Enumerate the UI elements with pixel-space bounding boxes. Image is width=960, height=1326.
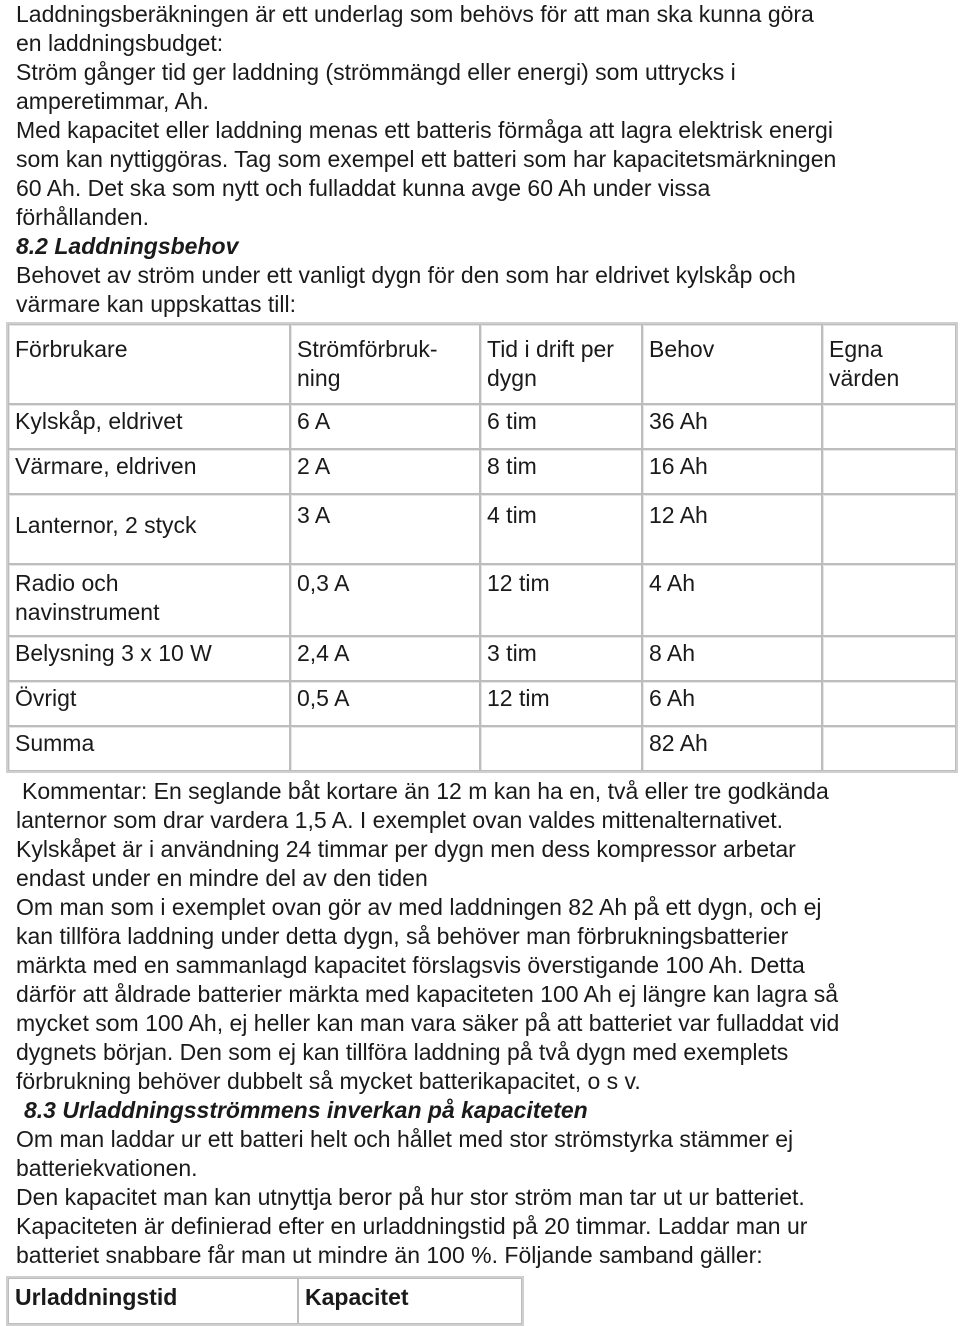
table-cell-empty — [822, 404, 956, 449]
discharge-table — [6, 1276, 524, 1326]
section-heading-8-2: 8.2 Laddningsbehov — [16, 233, 239, 259]
text-line: Kylskåpet är i användning 24 timmar per dygn men dess kompressor arbetar — [16, 836, 796, 862]
text-line: 60 Ah. Det ska som nytt och fulladdat kunna avge 60 Ah under vissa — [16, 175, 711, 201]
table-cell: Summa — [8, 726, 290, 771]
table-cell: 3 A — [290, 494, 480, 564]
cell-text: Radio och — [15, 570, 119, 596]
table-cell: 6 tim — [480, 404, 642, 449]
table-cell: 2,4 A — [290, 636, 480, 681]
table-cell-empty — [822, 636, 956, 681]
after-paragraph-2 — [16, 893, 946, 1096]
header-label: Förbrukare — [15, 336, 128, 362]
table-cell — [8, 564, 290, 636]
table-cell-empty — [822, 449, 956, 494]
table-cell-empty — [822, 681, 956, 726]
section-8-3-paragraph-1 — [16, 1125, 946, 1183]
cell-text: Lanternor — [15, 512, 113, 538]
header-cell — [822, 324, 956, 404]
text-line: Med kapacitet eller laddning menas ett batteris förmåga att lagra elektrisk energi — [16, 117, 833, 143]
table-cell-empty — [822, 564, 956, 636]
intro-paragraph-3 — [16, 116, 946, 232]
table-row — [8, 404, 956, 449]
text-line: amperetimmar, Ah. — [16, 88, 210, 114]
document-page — [16, 0, 946, 1326]
table-row — [8, 636, 956, 681]
header-cell — [8, 324, 290, 404]
table-cell — [8, 494, 290, 564]
table-row — [8, 681, 956, 726]
text-line: Kommentar: En seglande båt kortare än 12 m kan ha en, två eller tre godkända — [22, 778, 829, 804]
table-cell: 6 A — [290, 404, 480, 449]
header-cell — [480, 324, 642, 404]
text-line: förbrukning behöver dubbelt så mycket batterikapacitet, o s v. — [16, 1068, 641, 1094]
text-line: Om man laddar ur ett batteri helt och hållet med stor strömstyrka stämmer ej — [16, 1126, 794, 1152]
table-cell-empty — [822, 726, 956, 771]
table-cell: 12 tim — [480, 564, 642, 636]
table-cell: 3 tim — [480, 636, 642, 681]
table-cell: 36 Ah — [642, 404, 822, 449]
text-line: batteriekvationen. — [16, 1155, 198, 1181]
text-line: märkta med en sammanlagd kapacitet förslagsvis överstigande 100 Ah. Detta — [16, 952, 805, 978]
text-line: som kan nyttiggöras. Tag som exempel ett batteri som har kapacitetsmärkningen — [16, 146, 837, 172]
text-line: batteriet snabbare får man ut mindre än 100 %. Följande samband gäller: — [16, 1242, 763, 1268]
text-line: endast under en mindre del av den tiden — [16, 865, 428, 891]
table-cell: 8 Ah — [642, 636, 822, 681]
intro-paragraph-2 — [16, 58, 946, 116]
table-cell: Övrigt — [8, 681, 290, 726]
table-cell: 0,3 A — [290, 564, 480, 636]
header-cell: Urladdningstid — [8, 1278, 298, 1324]
text-line: därför att åldrade batterier märkta med kapaciteten 100 Ah ej längre kan lagra så — [16, 981, 839, 1007]
table-cell: 4 Ah — [642, 564, 822, 636]
header-cell — [290, 324, 480, 404]
header-label: Behov — [649, 336, 715, 362]
table-cell: 6 Ah — [642, 681, 822, 726]
section-heading-8-3: 8.3 Urladdningsströmmens inverkan på kapaciteten — [24, 1097, 588, 1123]
text-line: Kapaciteten är definierad efter en urladdningstid på 20 timmar. Laddar man ur — [16, 1213, 808, 1239]
consumption-table — [6, 322, 958, 773]
section-8-2-text — [16, 261, 946, 319]
section-8-3-paragraph-2 — [16, 1183, 946, 1270]
table-cell: 16 Ah — [642, 449, 822, 494]
header-label: ning — [297, 365, 341, 391]
text-line: lanternor som drar vardera 1,5 A. I exemplet ovan valdes mittenalternativet. — [16, 807, 784, 833]
header-label: Tid i drift per — [487, 336, 614, 362]
cell-text: navinstrument — [15, 599, 160, 625]
intro-paragraph-1 — [16, 0, 946, 58]
table-cell: 12 Ah — [642, 494, 822, 564]
table-comment — [16, 777, 946, 835]
table-cell-empty — [290, 726, 480, 771]
table-cell: 0,5 A — [290, 681, 480, 726]
header-cell — [642, 324, 822, 404]
text-line: Den kapacitet man kan utnyttja beror på hur stor ström man tar ut ur batteriet. — [16, 1184, 805, 1210]
table-row — [8, 494, 956, 564]
header-label: dygn — [487, 365, 537, 391]
table-row-summa — [8, 726, 956, 771]
text-line: kan tillföra laddning under detta dygn, så behöver man förbrukningsbatterier — [16, 923, 789, 949]
table-cell: Belysning 3 x 10 W — [8, 636, 290, 681]
table-header-row — [8, 1278, 522, 1324]
text-line: Ström gånger tid ger laddning (strömmängd eller energi) som uttrycks i — [16, 59, 736, 85]
text-line: förhållanden. — [16, 204, 149, 230]
table-cell-empty — [822, 494, 956, 564]
text-line: en laddningsbudget: — [16, 30, 224, 56]
after-paragraph-1 — [16, 835, 946, 893]
table-cell-empty — [480, 726, 642, 771]
text-line: värmare kan uppskattas till: — [16, 291, 296, 317]
header-label: Strömförbruk- — [297, 336, 438, 362]
header-label: värden — [829, 365, 900, 391]
header-label: Egna — [829, 336, 883, 362]
table-cell: 12 tim — [480, 681, 642, 726]
table-cell: Kylskåp, eldrivet — [8, 404, 290, 449]
table-row — [8, 449, 956, 494]
table-cell: 2 A — [290, 449, 480, 494]
table-row — [8, 564, 956, 636]
table-cell: Värmare, eldriven — [8, 449, 290, 494]
text-line: Behovet av ström under ett vanligt dygn för den som har eldrivet kylskåp och — [16, 262, 796, 288]
text-line: Om man som i exemplet ovan gör av med laddningen 82 Ah på ett dygn, och ej — [16, 894, 822, 920]
table-cell: 4 tim — [480, 494, 642, 564]
text-line: dygnets början. Den som ej kan tillföra laddning på två dygn med exemplets — [16, 1039, 789, 1065]
table-cell: 8 tim — [480, 449, 642, 494]
text-line: Laddningsberäkningen är ett underlag som behövs för att man ska kunna göra — [16, 1, 814, 27]
table-header-row — [8, 324, 956, 404]
header-cell: Kapacitet — [298, 1278, 522, 1324]
cell-text: , 2 styck — [112, 512, 197, 538]
text-line: mycket som 100 Ah, ej heller kan man vara säker på att batteriet var fulladdat vid — [16, 1010, 840, 1036]
table-cell: 82 Ah — [642, 726, 822, 771]
